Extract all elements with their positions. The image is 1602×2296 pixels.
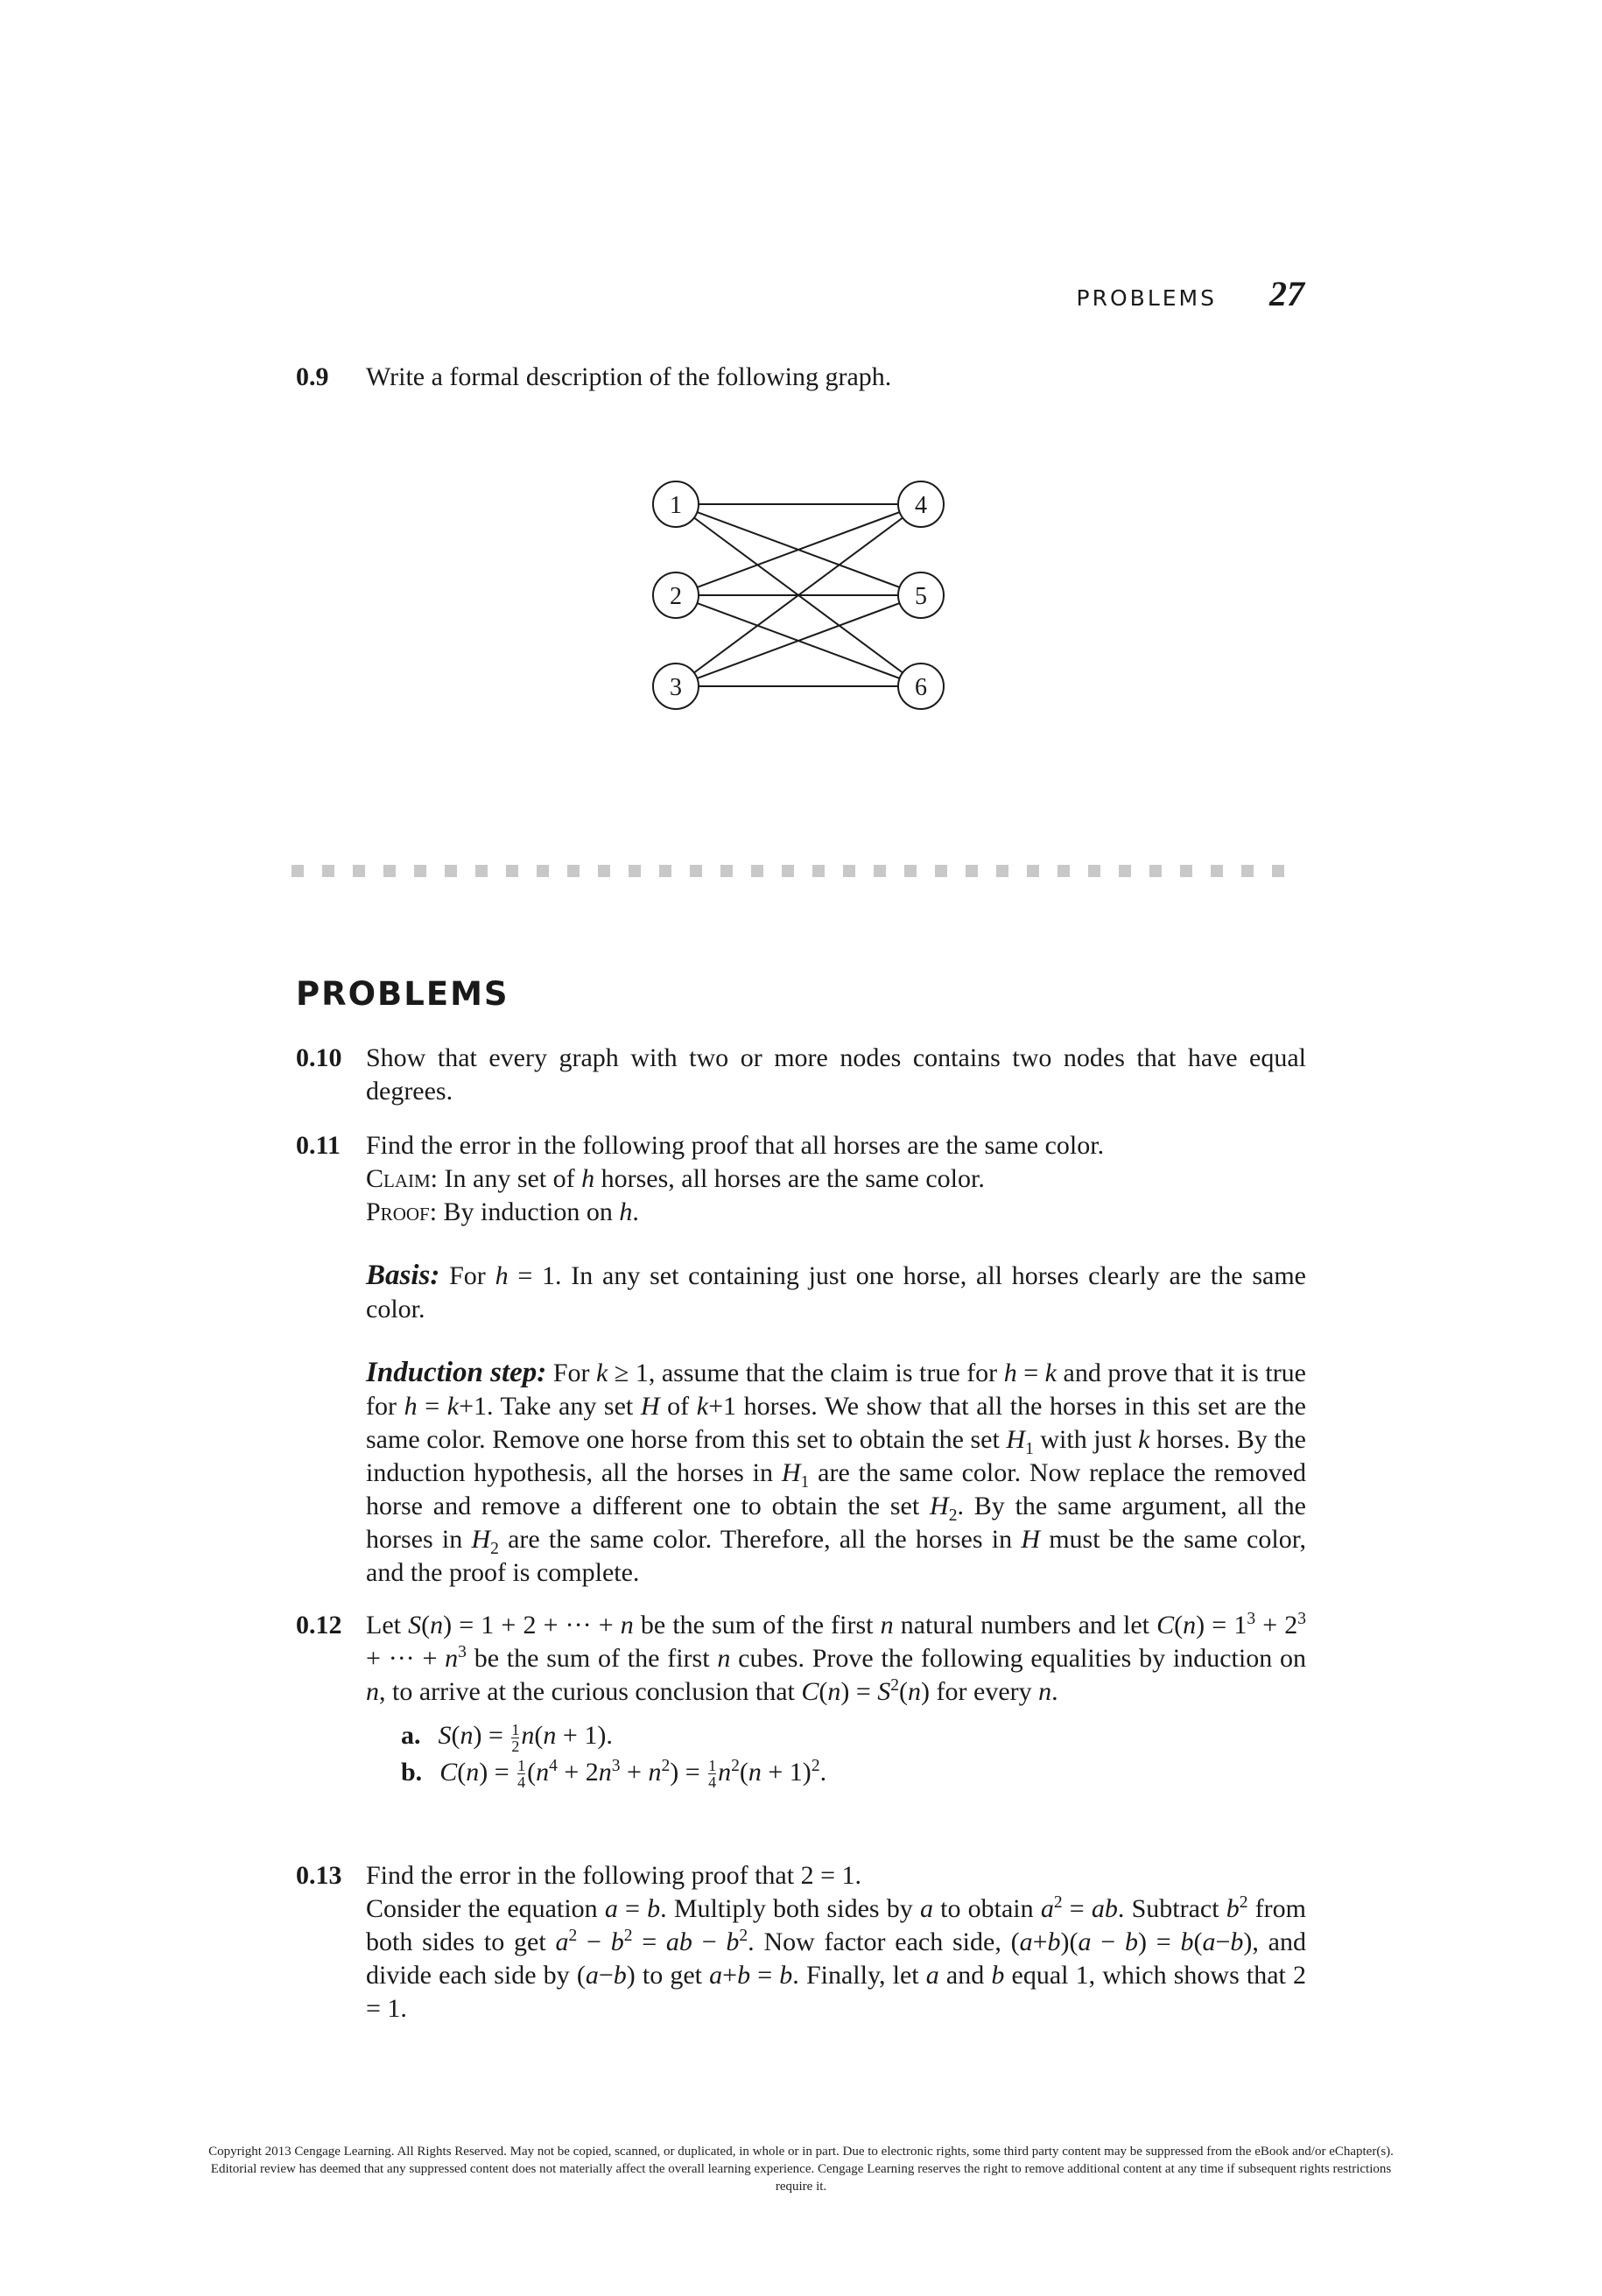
graph-node-label-3: 3	[670, 674, 682, 701]
problem-number: 0.13	[296, 1861, 342, 1890]
divider-square	[322, 865, 334, 877]
exercise-0-9	[296, 361, 1306, 394]
divider-square	[1027, 865, 1039, 877]
divider-square	[629, 865, 641, 877]
divider-square	[1211, 865, 1223, 877]
divider-square	[445, 865, 457, 877]
divider-square	[843, 865, 855, 877]
divider-square	[935, 865, 947, 877]
problem-text: Consider the equation a = b. Multiply both sides by a to obtain $a^2$ = ab. Subtract $b^2$ from both sides to get $a^2 - b^2$ = ab − $b^2$. Now factor each side, (a+b)(a − b) = b(a−b), and divide each side by (a−b) to get a+b = b. Finally, let a and b equal 1, which shows that 2 = 1.	[366, 1893, 1307, 2023]
claim-line: Claim: In any set of h horses, all horses are the same color.	[366, 1164, 985, 1193]
running-header-section: PROBLEMS	[1076, 285, 1217, 311]
section-divider	[292, 865, 1284, 877]
divider-square	[1241, 865, 1254, 877]
equality-a: a. S(n) = $\frac{1}{2}$ n(n + 1).	[401, 1720, 613, 1755]
divider-square	[782, 865, 794, 877]
problem-0-11	[296, 1129, 1306, 1590]
copyright-notice: Copyright 2013 Cengage Learning. All Rights Reserved. May not be copied, scanned, or duplicated, in whole or in part. Due to electronic rights, some third party content may be suppressed from the eBook and/or eChapter(s). Editorial review has deemed that any suppressed content does not materially affect the overall learning experience. Cengage Learning reserves the right to remove additional content at any time if subsequent rights restrictions require it.	[208, 2145, 1394, 2194]
problem-intro: Find the error in the following proof that all horses are the same color.	[366, 1131, 1105, 1160]
problem-0-12	[296, 1609, 1306, 1792]
divider-square	[475, 865, 488, 877]
equality-list	[401, 1719, 1306, 1790]
problem-0-13	[296, 1859, 1306, 2026]
divider-square	[292, 865, 304, 877]
problem-number: 0.10	[296, 1043, 342, 1072]
graph-node-label-6: 6	[915, 674, 927, 701]
divider-square	[874, 865, 886, 877]
induction-paragraph: Induction step: For k ≥ 1, assume that the claim is true for h = k and prove that it is true for h = k+1. Take any set H of k+1 horses. We show that all the horses in this set are the same color. Remove one horse from this set to obtain the set $H_1$ with just k horses. By the induction hypothesis, all the horses in $H_1$ are the same color. Now replace the removed horse and remove a different one to obtain the set $H_2$. By the same argument, all the horses in $H_2$ are the same color. Therefore, all the horses in H must be the same color, and the proof is complete.	[366, 1357, 1307, 1587]
divider-square	[353, 865, 365, 877]
divider-square	[1119, 865, 1131, 877]
problem-text: Show that every graph with two or more nodes contains two nodes that have equal degrees.	[366, 1043, 1306, 1106]
divider-square	[1088, 865, 1100, 877]
page-number: 27	[1269, 274, 1304, 313]
problems-section-title: PROBLEMS	[296, 975, 509, 1013]
problem-0-10	[296, 1042, 1306, 1108]
graph-node-label-2: 2	[670, 583, 682, 610]
problem-intro: Find the error in the following proof that 2 = 1.	[366, 1861, 861, 1890]
divider-square	[414, 865, 426, 877]
problem-number: 0.12	[296, 1611, 342, 1639]
induction-label: Induction step:	[366, 1357, 547, 1388]
divider-square	[1272, 865, 1284, 877]
divider-square	[1149, 865, 1162, 877]
divider-square	[598, 865, 610, 877]
bipartite-graph	[639, 473, 954, 718]
running-header	[1077, 273, 1304, 314]
graph-node-label-4: 4	[915, 492, 927, 519]
divider-square	[904, 865, 917, 877]
divider-square	[996, 865, 1008, 877]
proof-line: Proof: By induction on h.	[366, 1197, 639, 1226]
divider-square	[690, 865, 702, 877]
basis-paragraph: Basis: For h = 1. In any set containing just one horse, all horses clearly are the same color.	[366, 1260, 1306, 1324]
divider-square	[383, 865, 396, 877]
divider-square	[720, 865, 733, 877]
graph-node-label-5: 5	[915, 583, 927, 610]
basis-label: Basis:	[366, 1260, 440, 1291]
divider-square	[537, 865, 549, 877]
divider-square	[966, 865, 978, 877]
problem-text: Let S(n) = 1 + 2 + ··· + n be the sum of the first n natural numbers and let $C(n) = 1^3 + 2^3$ + ··· + $n^3$ be the sum of the first n cubes. Prove the following equalities by induction on n, to arrive at the curious conclusion that $C(n) = S^2(n)$ for every n.	[366, 1610, 1307, 1706]
divider-square	[751, 865, 763, 877]
divider-square	[567, 865, 580, 877]
divider-square	[812, 865, 825, 877]
exercise-number: 0.9	[296, 362, 329, 391]
problem-number: 0.11	[296, 1131, 341, 1160]
divider-square	[659, 865, 671, 877]
graph-node-label-1: 1	[670, 492, 682, 519]
divider-square	[506, 865, 518, 877]
divider-square	[1057, 865, 1070, 877]
divider-square	[1180, 865, 1192, 877]
equality-b: b. C(n) = $\frac{1}{4}$ $(n^4 + 2n^3 + n^2)$ = $\frac{1}{4}$ $n^2(n + 1)^2$.	[401, 1756, 827, 1792]
exercise-text: Write a formal description of the following graph.	[366, 362, 892, 391]
